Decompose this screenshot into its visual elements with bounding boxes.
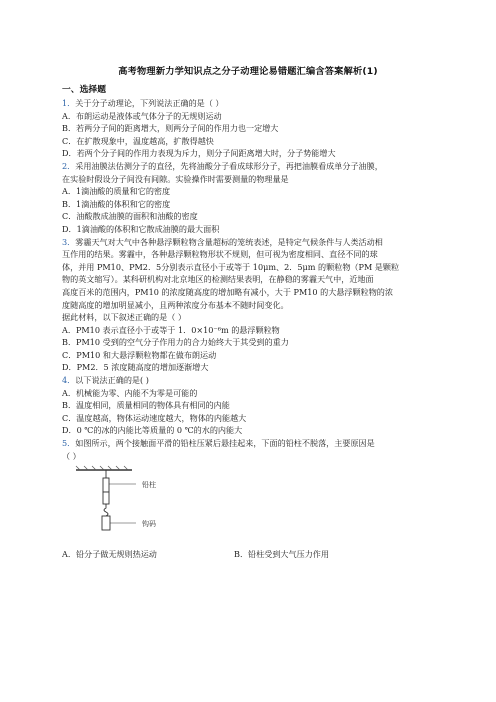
lower-lead-cylinder — [103, 492, 109, 504]
question-3-stem-continued: 物的英文缩写）。某科研机构对北京地区的检测结果表明，在静稳的雾霾天气中，近地面 — [62, 274, 374, 285]
lead-cylinder-diagram — [62, 464, 442, 548]
question-4-option: B．温度相同，质量相同的物体具有相同的内能 — [62, 400, 230, 411]
upper-lead-cylinder — [103, 478, 109, 492]
diagram-label-lead-cylinder: 铅柱 — [142, 481, 156, 490]
question-3-stem-continued: 互作用的结果。雾霾中，各种悬浮颗粒物形状不规则，但可视为密度相同、直径不同的球 — [62, 249, 378, 260]
question-2-option: C．油酸散成油膜的面积和油酸的密度 — [62, 211, 198, 222]
question-3-stem — [62, 236, 442, 249]
question-number: 2． — [62, 160, 76, 171]
question-text: 如图所示，两个接触面平滑的铅柱压紧后悬挂起来，下面的铅柱不脱落，主要原因是 — [75, 438, 375, 449]
question-2-stem-continued: 在实验时假设分子间没有间隙。实验操作时需要测量的物理量是 — [62, 173, 289, 184]
question-2-option: B．1滴油酸的体积和它的密度 — [62, 198, 171, 209]
question-1-option: A．布朗运动是液体或气体分子的无规则运动 — [62, 110, 222, 121]
question-4-option: C．温度越高，物体运动速度越大，物体的内能越大 — [62, 412, 247, 423]
question-4-option: A．机械能为零、内能不为零是可能的 — [62, 387, 198, 398]
question-3-option: B．PM10 受到的空气分子作用力的合力始终大于其受到的重力 — [62, 337, 289, 348]
question-text: 以下说法正确的是( ) — [75, 375, 149, 386]
question-3-option: C．PM10 和大悬浮颗粒物都在做布朗运动 — [62, 349, 217, 360]
question-1-option: D．若两个分子间的作用力表现为斥力，则分子间距离增大时，分子势能增大 — [62, 148, 336, 159]
question-text: 关于分子动理论，下列说法正确的是（ ） — [75, 98, 224, 108]
section-heading: 一、选择题 — [62, 85, 106, 95]
question-list — [62, 97, 442, 561]
question-2-option: D．1滴油酸的体积和它散成油膜的最大面积 — [62, 223, 220, 234]
question-5-option: B．铅柱受到大气压力作用 — [234, 549, 329, 560]
question-1-option: B．若两分子间的距离增大，则两分子间的作用力也一定增大 — [62, 123, 279, 134]
question-3-stem-continued: 度随高度的增加明显减小，且两种浓度分布基本不随时间变化。 — [62, 299, 289, 310]
question-1-stem — [62, 97, 442, 110]
question-5-options — [62, 548, 442, 561]
question-5-stem-continued: （ ） — [62, 450, 81, 461]
question-number: 3． — [62, 236, 76, 247]
question-4-option: D．0 ℃的冰的内能比等质量的 0 ℃的水的内能大 — [62, 425, 243, 436]
diagram-label-weight: 钩码 — [142, 520, 156, 529]
question-2-option: A．1滴油酸的质量和它的密度 — [62, 186, 171, 197]
question-1-option: C．在扩散现象中，温度越高，扩散得越快 — [62, 135, 214, 146]
question-3-stem-continued: 高度百米的范围内，PM10 的浓度随高度的增加略有减小，大于 PM10 的大悬浮颗粒物的浓 — [62, 286, 393, 297]
lead-cylinder-figure — [72, 464, 212, 546]
question-3-option: D．PM2．5 浓度随高度的增加逐渐增大 — [62, 362, 209, 373]
question-5-stem — [62, 437, 442, 450]
question-5-option: A．铅分子做无规则热运动 — [62, 549, 157, 560]
hook — [104, 504, 108, 516]
question-text: 雾霾天气对大气中各种悬浮颗粒物含量超标的笼统表述，是特定气候条件与人类活动相 — [75, 236, 383, 247]
question-3-prompt: 据此材料，以下叙述正确的是（ ） — [62, 312, 186, 323]
question-number: 1． — [62, 98, 76, 108]
question-3-stem-continued: 体，并用 PM10、PM2．5分别表示直径小于或等于 10μm、2．5μm 的颗粒物（PM 是颗粒 — [62, 261, 400, 272]
question-number: 5． — [62, 438, 76, 449]
question-2-stem — [62, 160, 442, 173]
page-title: 高考物理新力学知识点之分子动理论易错题汇编含答案解析(1) — [118, 66, 378, 77]
question-4-stem — [62, 374, 442, 387]
hanging-weight — [102, 516, 110, 530]
question-text: 采用油膜法估测分子的直径，先将油酸分子看成球形分子，再把油膜看成单分子油膜， — [75, 160, 383, 171]
question-number: 4． — [62, 375, 76, 386]
question-3-option: A．PM10 表示直径小于或等于 1．0×10⁻⁶m 的悬浮颗粒物 — [62, 324, 280, 335]
